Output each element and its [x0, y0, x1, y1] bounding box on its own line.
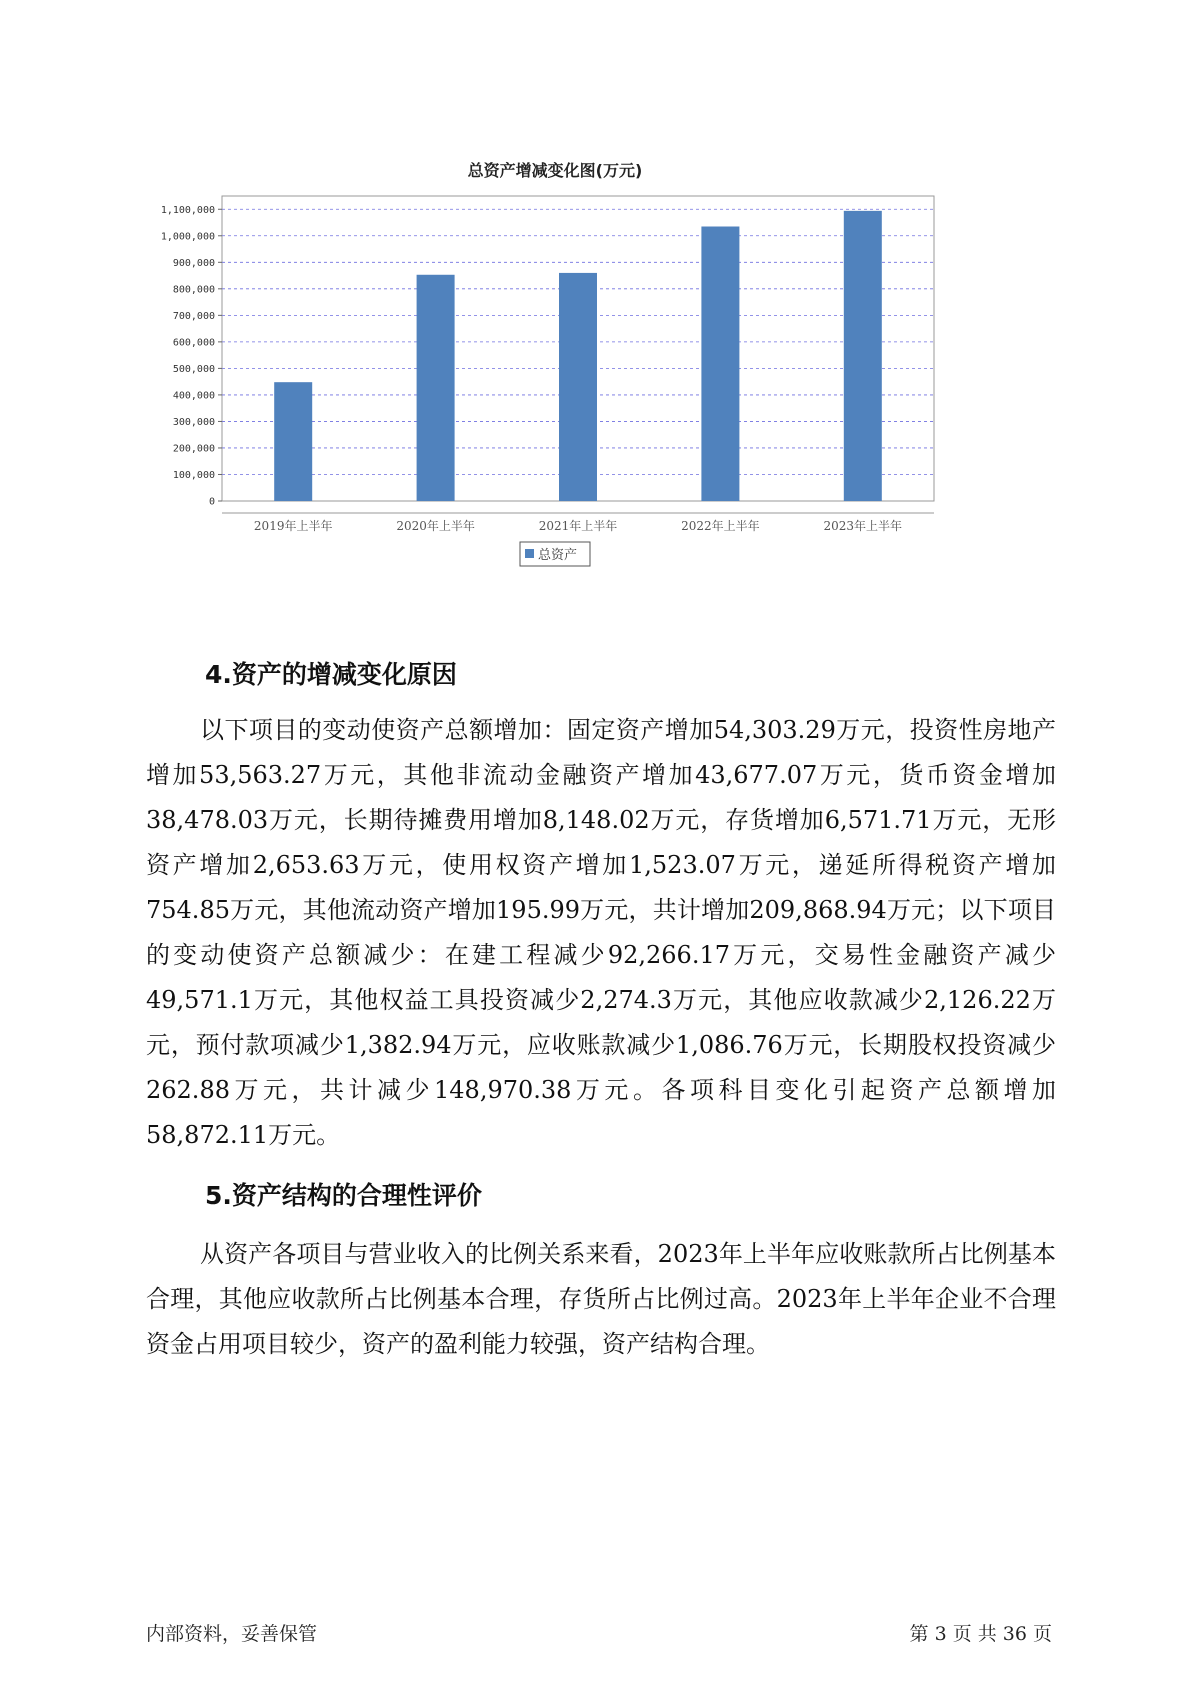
y-tick-label: 200,000: [172, 443, 215, 455]
x-category-label: 2019年上半年: [253, 519, 333, 533]
chart-title: 总资产增减变化图(万元): [467, 161, 643, 180]
x-category-label: 2021年上半年: [538, 519, 618, 533]
section-heading-asset-change-reasons: 4.资产的增减变化原因: [205, 660, 457, 689]
y-tick-label: 0: [208, 496, 215, 508]
section-heading-asset-structure-evaluation: 5.资产结构的合理性评价: [205, 1181, 482, 1210]
y-tick-label: 100,000: [172, 469, 215, 481]
y-tick-label: 700,000: [172, 310, 215, 322]
y-tick-label: 1,000,000: [160, 231, 215, 243]
bar-2: [417, 275, 455, 501]
footer-confidential-note: 内部资料，妥善保管: [146, 1623, 318, 1645]
x-axis-labels: [254, 518, 902, 533]
total-assets-bar-chart: [150, 160, 1030, 620]
y-tick-label: 1,100,000: [160, 204, 215, 216]
y-tick-label: 300,000: [172, 416, 215, 428]
legend-swatch: [525, 549, 534, 558]
y-tick-label: 900,000: [172, 257, 215, 269]
x-category-label: 2023年上半年: [823, 519, 903, 533]
paragraph-asset-structure-evaluation: 从资产各项目与营业收入的比例关系来看，2023年上半年应收账款所占比例基本合理，其他应收款所占比例基本合理，存货所占比例过高。2023年上半年企业不合理资金占用项目较少，资产的盈利能力较强，资产结构合理。: [146, 1240, 1056, 1358]
y-tick-label: 400,000: [172, 390, 215, 402]
y-tick-label: 600,000: [172, 337, 215, 349]
bar-4: [701, 227, 739, 502]
bar-1: [274, 382, 312, 501]
paragraph-asset-change-reasons: 以下项目的变动使资产总额增加：固定资产增加54,303.29万元，投资性房地产增加53,563.27万元，其他非流动金融资产增加43,677.07万元，货币资金增加38,478.03万元，长期待摊费用增加8,148.02万元，存货增加6,571.71万元，无形资产增加2,653.63万元，使用权资产增加1,523.07万元，递延所得税资产增加754.85万元，其他流动资产增加195.99万元，共计增加209,868.94万元；以下项目的变动使资产总额减少：在建工程减少92,266.17万元，交易性金融资产减少49,571.1万元，其他权益工具投资减少2,274.3万元，其他应收款减少2,126.22万元，预付款项减少1,382.94万元，应收账款减少1,086.76万元，长期股权投资减少262.88万元，共计减少148,970.38万元。各项科目变化引起资产总额增加58,872.11万元。: [146, 716, 1056, 1149]
y-tick-label: 500,000: [172, 363, 215, 375]
y-tick-label: 800,000: [172, 284, 215, 296]
legend-label: 总资产: [538, 548, 578, 563]
y-axis-ticks: [161, 205, 222, 508]
bar-3: [559, 273, 597, 501]
x-category-label: 2020年上半年: [396, 519, 475, 533]
footer-page-number: 第 3 页 共 36 页: [909, 1623, 1052, 1645]
x-category-label: 2022年上半年: [681, 519, 760, 533]
legend: [520, 542, 590, 566]
bar-5: [844, 211, 882, 501]
